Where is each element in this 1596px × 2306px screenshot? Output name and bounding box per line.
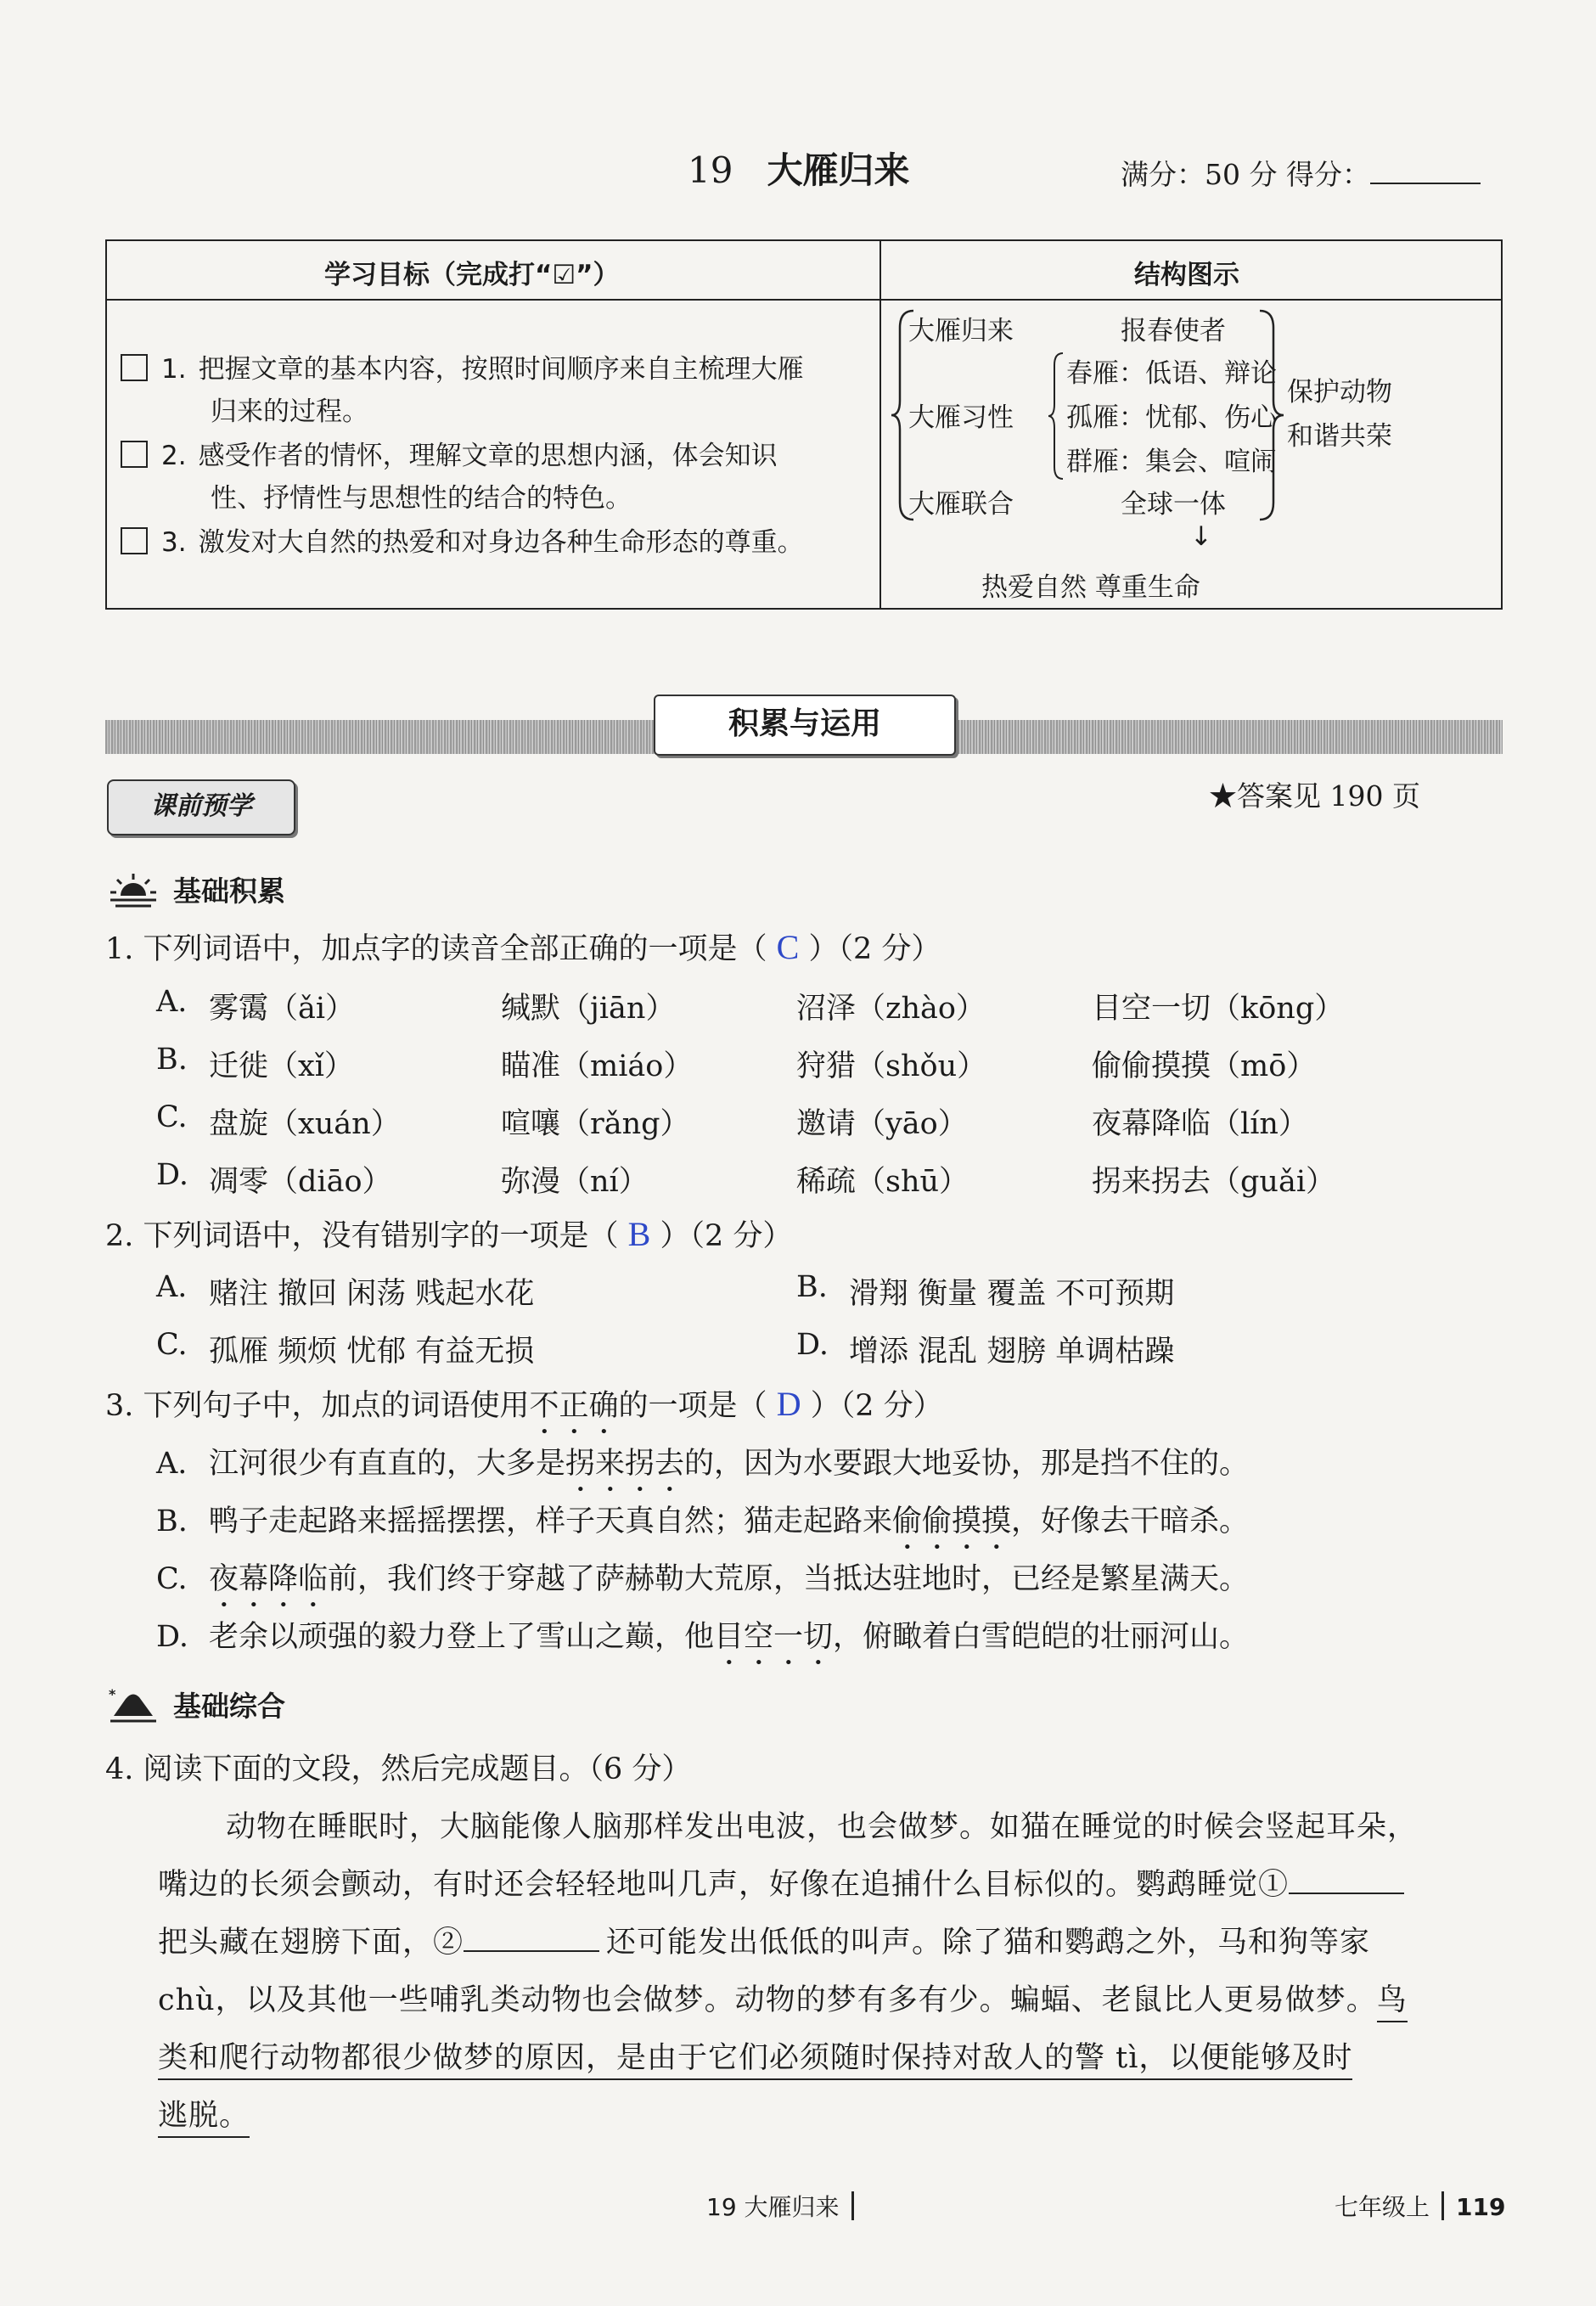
- section-banner: 积累与运用: [654, 695, 956, 756]
- passage-line: 类和爬行动物都很少做梦的原因，是由于它们必须随时保持对敌人的警 tì，以便能够及时: [158, 2029, 1503, 2087]
- goal-item: 2. 感受作者的情怀，理解文章的思想内涵，体会知识 性、抒情性与思想性的结合的特色。: [121, 435, 778, 520]
- structure-header: 结构图示: [1134, 260, 1239, 290]
- structure-note-3: 全球一体: [1121, 489, 1226, 520]
- habit-brace-icon: [1046, 350, 1066, 482]
- passage-line: 动物在睡眠时，大脑能像人脑那样发出电波，也会做梦。如猫在睡觉的时候会竖起耳朵，: [226, 1810, 1419, 1844]
- lesson-number: 19: [688, 149, 733, 191]
- footer-page: [1335, 2189, 1505, 2223]
- question-4-stem: 4. 阅读下面的文段，然后完成题目。（6 分）: [105, 1752, 692, 1786]
- down-arrow-icon: ↓: [1190, 521, 1212, 552]
- sunrise-icon: [109, 872, 158, 909]
- structure-part-1: 大雁归来: [908, 316, 1014, 346]
- lesson-name: 大雁归来: [767, 149, 910, 191]
- subsection-heading: * 基础综合: [109, 1687, 285, 1723]
- footer-grade: 七年级上: [1335, 2193, 1430, 2221]
- structure-conclusion-2: 和谐共荣: [1287, 421, 1392, 452]
- structure-part-3: 大雁联合: [908, 489, 1014, 520]
- option-row[interactable]: D. 老余以顽强的毅力登上了雪山之巅，他目空一切，俯瞰着白雪皑皑的壮丽河山。: [156, 1620, 1250, 1654]
- structure-bottom: 热爱自然 尊重生命: [981, 572, 1200, 603]
- goal-item: 1. 把握文章的基本内容，按照时间顺序来自主梳理大雁 归来的过程。: [121, 348, 804, 433]
- objectives-header: 学习目标（完成打“☑”）: [324, 260, 620, 290]
- option-row[interactable]: C. 夜幕降临前，我们终于穿越了萨赫勒大荒原，当抵达驻地时，已经是繁星满天。: [156, 1562, 1250, 1596]
- passage-line: 逃脱。: [158, 2087, 1503, 2145]
- goal-item: 3. 激发对大自然的热爱和对身边各种生命形态的尊重。: [121, 521, 804, 564]
- passage-line: 嘴边的长须会颤动，有时还会轻轻地叫几声，好像在追捕什么目标似的。鹦鹉睡觉①: [158, 1856, 1503, 1914]
- mountain-icon: [109, 1687, 158, 1724]
- page-number: 119: [1456, 2193, 1506, 2221]
- footer-lesson: 19 大雁归来: [706, 2189, 866, 2223]
- answer-3[interactable]: D: [776, 1385, 801, 1423]
- answer-2[interactable]: B: [627, 1215, 651, 1253]
- habit-flock: 群雁：集会、喧闹: [1066, 447, 1277, 477]
- question-1-stem: 1. 下列词语中，加点字的读音全部正确的一项是（ C ）（2 分）: [105, 928, 941, 966]
- goal-checkbox-1[interactable]: [121, 354, 148, 381]
- answer-1[interactable]: C: [776, 928, 800, 966]
- goal-checkbox-2[interactable]: [121, 441, 148, 468]
- passage-line: chù，以及其他一些哺乳类动物也会做梦。动物的梦有多有少。蝙蝠、老鼠比人更易做梦。鸟: [158, 1971, 1503, 2029]
- svg-text:*: *: [109, 1687, 116, 1702]
- option-row[interactable]: B. 鸭子走起路来摇摇摆摆，样子天真自然；猫走起路来偷偷摸摸，好像去干暗杀。: [156, 1505, 1250, 1538]
- option-row[interactable]: A. 江河很少有直直的，大多是拐来拐去的，因为水要跟大地妥协，那是挡不住的。: [156, 1447, 1250, 1481]
- goal-checkbox-3[interactable]: [121, 527, 148, 554]
- blank-2-input[interactable]: [464, 1926, 599, 1952]
- question-3-options: [156, 1440, 1249, 1671]
- habit-lone: 孤雁：忧郁、伤心: [1066, 402, 1277, 433]
- structure-conclusion-1: 保护动物: [1287, 377, 1392, 408]
- passage-line: 把头藏在翅膀下面，② 还可能发出低低的叫声。除了猫和鹦鹉之外，马和狗等家: [158, 1926, 1371, 1960]
- preview-tag: 课前预学: [107, 779, 295, 835]
- reading-passage: [158, 1798, 1503, 2145]
- blank-1-input[interactable]: [1289, 1869, 1404, 1894]
- lesson-title: [688, 143, 909, 194]
- score-field: [1121, 153, 1481, 193]
- question-2-stem: 2. 下列词语中，没有错别字的一项是（ B ）（2 分）: [105, 1215, 793, 1253]
- question-3-stem: 3. 下列句子中，加点的词语使用不正确的一项是（ D ）（2 分）: [105, 1385, 943, 1423]
- structure-part-2: 大雁习性: [908, 402, 1014, 433]
- habit-spring: 春雁：低语、辩论: [1066, 358, 1277, 389]
- score-label: 满分：50 分 得分：: [1121, 158, 1370, 191]
- answer-reference: ★答案见 190 页: [1209, 779, 1420, 813]
- structure-note-1: 报春使者: [1121, 316, 1226, 346]
- score-blank[interactable]: [1370, 160, 1481, 184]
- subsection-heading: 基础积累: [109, 869, 285, 909]
- objectives-table: [105, 239, 1503, 610]
